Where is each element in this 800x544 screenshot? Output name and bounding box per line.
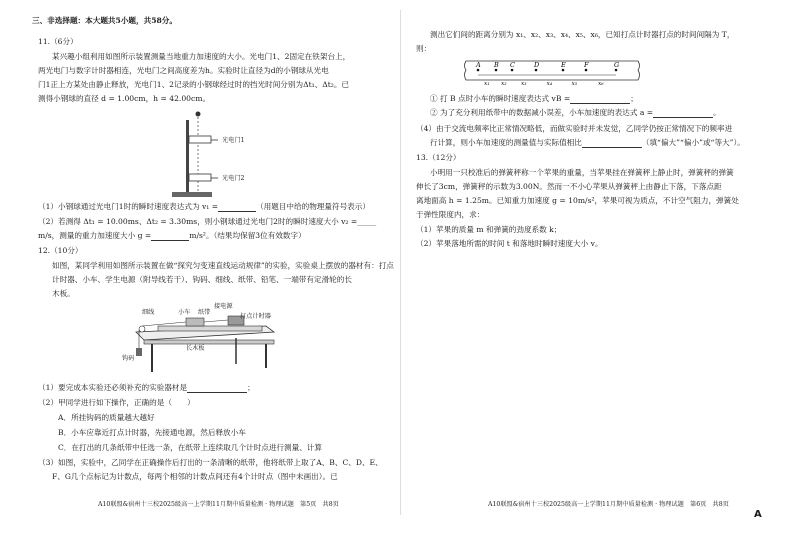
q11-sub1: （1）小钢球通过光电门1时的瞬时速度表达式为 v₁ = （用题目中给的物理量符号表示）	[38, 202, 370, 211]
q12-s4-line1: （4）由于交流电频率比正常情况略低，而做实验时并未发觉，乙同学仍按正常情况下的频率进	[416, 124, 733, 133]
label-cart: 小车	[178, 309, 191, 316]
q13-sub2: （2）苹果落地所需的时间 t 和落地时瞬时速度大小 v。	[416, 239, 603, 248]
tape-segment-label-6: x₆	[598, 81, 604, 87]
tape-point-a	[477, 69, 480, 72]
q13-intro-line2: 伸长了3cm，弹簧秤的示数为3.00N。然而一不小心苹果从弹簧秤上由静止下落，下落点距	[416, 182, 722, 191]
q12-cont-line1: 测出它们间的距离分别为 x₁、x₂、x₃、x₄、x₅、x₆，已知打点计时器打点的时间间隔为 T，	[430, 30, 735, 39]
tape-point-label-e: E	[561, 61, 566, 69]
label-board: 长木板	[186, 345, 205, 352]
q12-option-b: B．小车应靠近打点计时器，先接通电源，然后释放小车	[58, 428, 246, 437]
label-timer: 打点计时器	[240, 313, 271, 320]
q11-number: 11.（6分）	[38, 37, 78, 46]
string-line	[142, 322, 186, 326]
corner-mark: A	[754, 509, 762, 520]
q11-sub2-line2: m/s，测量的重力加速度大小 g = m/s²。（结果均保留3位有效数字）	[38, 231, 306, 240]
cart	[186, 318, 204, 326]
q12-intro-line2: 计时器、小车、学生电源（附导线若干）、钩码、细线、纸带、铅笔、一端带有定滑轮的长	[52, 275, 352, 284]
tape-point-c	[511, 69, 514, 72]
tape-point-label-c: C	[510, 61, 515, 69]
q12-s2: ② 为了充分利用纸带中的数据减小误差，小车加速度的表达式 a = 。	[430, 108, 721, 117]
stand-base	[172, 192, 212, 197]
tape-segment-label-5: x₅	[571, 81, 578, 87]
label-photogate-1: 光电门1	[222, 137, 245, 144]
tape-segment-label-1: x₁	[484, 81, 490, 87]
q13-intro-line4: 于弹性限度内，求：	[416, 210, 485, 219]
q12-sub2: （2）甲同学进行如下操作，正确的是（ ）	[38, 398, 195, 407]
q12-number: 12.（10分）	[38, 246, 83, 255]
q13-sub1: （1）苹果的质量 m 和弹簧的劲度系数 k；	[416, 225, 562, 234]
q12-sub1: （1）要完成本实验还必须补充的实验器材是 ；	[38, 383, 255, 392]
tape-point-label-d: D	[534, 61, 540, 69]
tape-point-e	[562, 69, 565, 72]
photogate-2	[189, 174, 211, 181]
tape-point-label-a: A	[476, 61, 481, 69]
q13-number: 13.（12分）	[416, 153, 461, 162]
photogate-1	[189, 136, 211, 143]
left-footer: A10联盟&宿州十三校2025级高一上学期11月期中质量检测 · 物理试题 第5页 共8页	[98, 501, 339, 508]
tape-point-g	[615, 69, 618, 72]
paper-tape-figure	[460, 54, 644, 88]
q13-intro-line3: 离地面高 h = 1.25m。已知重力加速度 g = 10m/s²，苹果可视为质点，不计空气阻力，弹簧处	[416, 196, 739, 205]
q12-option-c: C．在打出的几条纸带中任选一条，在纸带上连续取几个计时点进行测量、计算	[58, 443, 322, 452]
tape-segment-label-3: x₃	[521, 81, 527, 87]
right-footer: A10联盟&宿州十三校2025级高一上学期11月期中质量检测 · 物理试题 第6页 共8页	[488, 501, 729, 508]
tape-point-d	[535, 69, 538, 72]
label-string: 细线	[142, 309, 155, 316]
q11-sub2-line1: （2）若测得 Δt₁ = 10.00ms、Δt₂ = 3.30ms，则小钢球通过光电门2时的瞬时速度大小 v₂ =_____	[38, 217, 377, 226]
q12-sub3-line2: F、G几个点标记为计数点，每两个相邻的计数点间还有4个计时点（图中未画出）。已	[52, 472, 338, 481]
steel-ball	[196, 112, 201, 117]
label-weights: 钩码	[122, 355, 135, 362]
tape-segment-label-2: x₂	[501, 81, 507, 87]
tape-point-b	[495, 69, 498, 72]
tape-point-label-b: B	[494, 61, 499, 69]
q12-sub3-line1: （3）如图，实验中，乙同学在正确操作后打出的一条清晰的纸带，他将纸带上取了A、B、C、D、E、	[38, 458, 383, 467]
long-board	[158, 326, 262, 331]
label-power: 接电源	[214, 303, 233, 310]
tape-point-f	[585, 69, 588, 72]
q11-intro-line4: 测得小钢球的直径 d = 1.00cm，h = 42.00cm。	[38, 94, 211, 103]
section-heading: 三、非选择题：本大题共5小题，共58分。	[32, 16, 177, 25]
stand-rod	[186, 120, 189, 192]
q11-intro-line1: 某兴趣小组利用如图所示装置测量当地重力加速度的大小。光电门1、2固定在铁架台上，	[52, 52, 351, 61]
photogate-apparatus-figure	[160, 110, 300, 200]
label-photogate-2: 光电门2	[222, 175, 245, 182]
pulley	[139, 326, 145, 332]
weights	[136, 348, 142, 356]
q12-option-a: A．所挂钩码的质量越大越好	[58, 413, 155, 422]
label-tape: 纸带	[198, 309, 211, 316]
tape-segment-label-4: x₄	[546, 81, 553, 87]
tape-point-label-f: F	[584, 61, 589, 69]
q12-cont-line2: 则：	[416, 44, 432, 53]
q12-s4-line2: 行计算，则小车加速度的测量值与实际值相比 （填“偏大”“偏小”或“等大”）。	[430, 138, 745, 147]
q11-intro-line2: 两光电门与数字计时器相连，光电门之间高度差为h。实验时让直径为d的小钢球从光电	[38, 66, 329, 75]
q11-intro-line3: 门1正上方某处由静止释放，光电门1、2记录的小钢球经过时的挡光时间分别为Δt₁、Δt₂。已	[38, 80, 350, 89]
q13-intro-line1: 小明用一只校准后的弹簧秤称一个苹果的重量，当苹果挂在弹簧秤上静止时，弹簧秤的弹簧	[430, 168, 734, 177]
page-divider	[400, 10, 401, 515]
q12-s1: ① 打 B 点时小车的瞬时速度表达式 vB = ；	[430, 94, 638, 103]
q12-intro-line3: 木板。	[52, 289, 75, 298]
q12-intro-line1: 如图，某同学利用如图所示装置在做“探究匀变速直线运动规律”的实验，实验桌上摆放的器材有：打点	[52, 261, 394, 270]
tape-point-label-g: G	[614, 61, 620, 69]
